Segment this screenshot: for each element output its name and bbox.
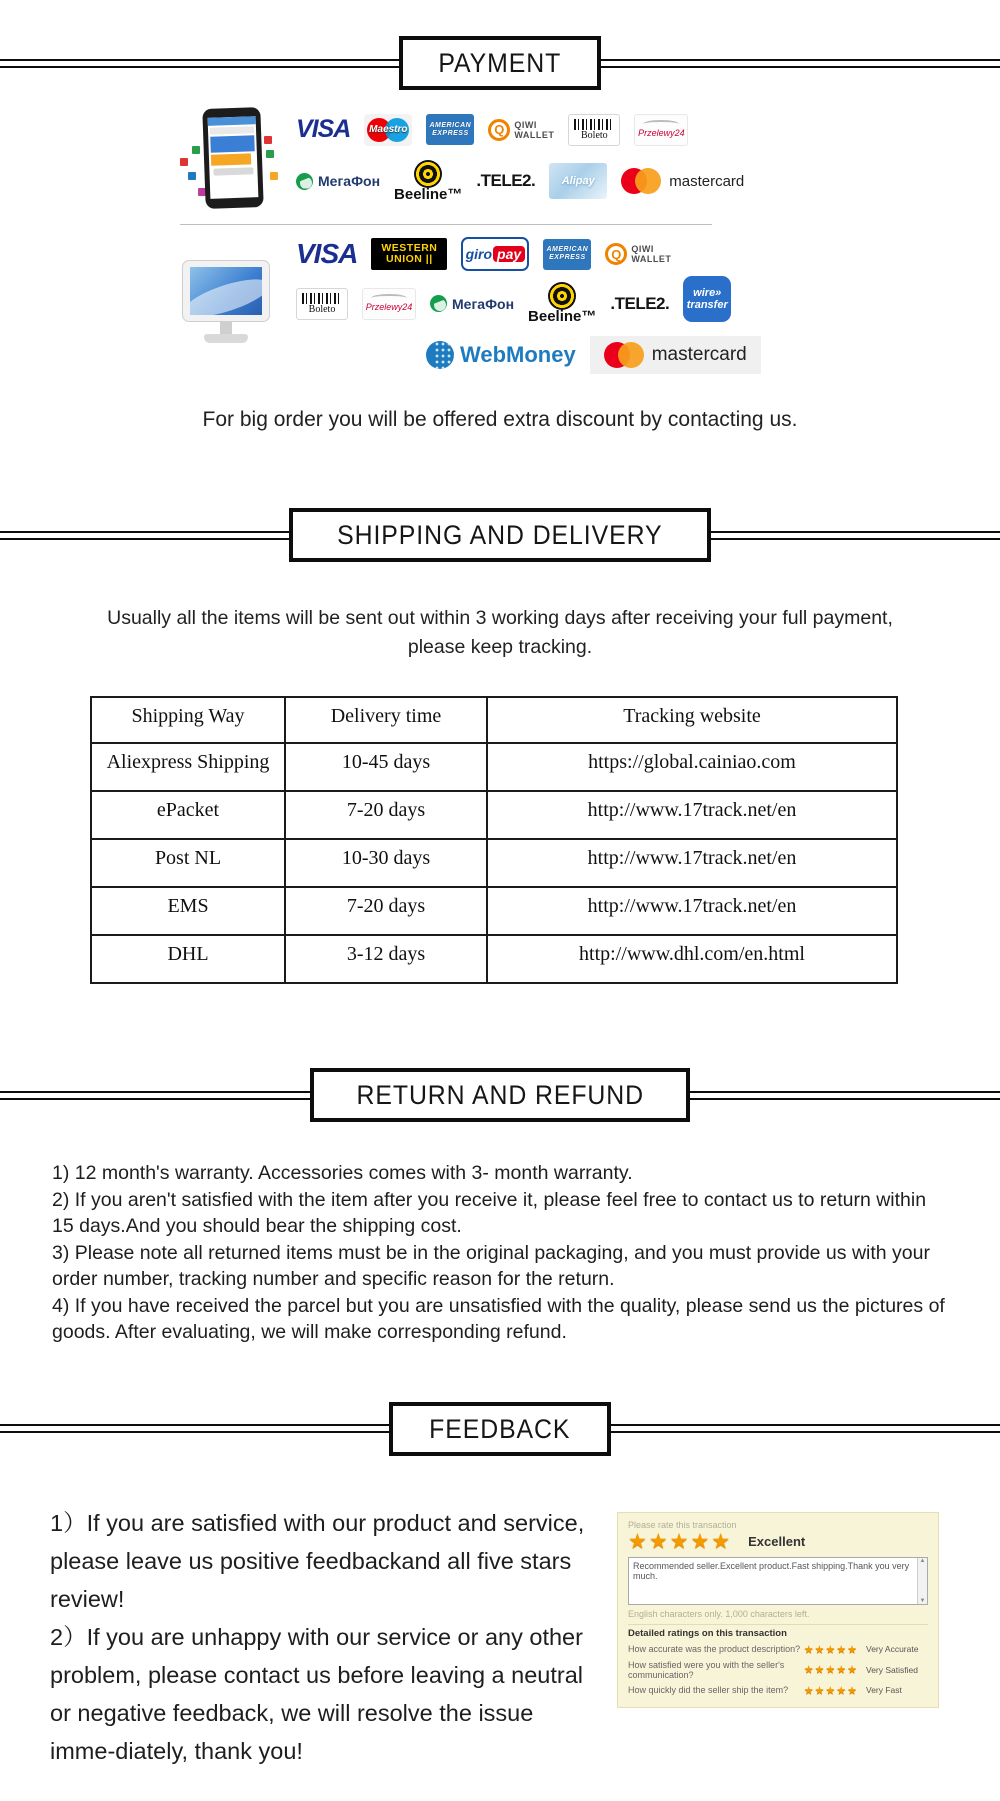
monitor-display (190, 267, 262, 315)
five-star-rating-icon: ★★★★★ (803, 1684, 858, 1697)
double-rule-right (711, 531, 1000, 540)
desktop-payment-row-1 (296, 237, 761, 271)
wire-transfer-logo (683, 276, 731, 322)
giropay-logo (461, 237, 529, 271)
giropay-giro: giro (465, 246, 493, 262)
return-item-1: 1) 12 month's warranty. Accessories comes with 3- month warranty. (52, 1162, 633, 1184)
american-express-logo (426, 114, 474, 145)
decor-square (264, 136, 272, 144)
mastercard-orange-circle (618, 342, 644, 368)
rate-transaction-label: Please rate this transaction (628, 1519, 737, 1530)
payment-title: PAYMENT (438, 48, 562, 78)
qiwi-q-icon: Q (488, 119, 510, 141)
payment-title-box (399, 36, 601, 90)
delivery-time-cell: 3-12 days (285, 935, 487, 983)
overall-rating-row (628, 1531, 928, 1553)
scroll-up-icon: ▲ (919, 1557, 926, 1564)
qiwi-line2: WALLET (631, 254, 672, 264)
payment-section-header (0, 36, 1000, 90)
return-title: RETURN AND REFUND (356, 1080, 644, 1110)
shipping-way-cell: ePacket (91, 791, 285, 839)
rating-question: How quickly did the seller ship the item? (628, 1685, 789, 1695)
decor-square (188, 172, 196, 180)
feedback-text (50, 1504, 595, 1770)
col-shipping-way: Shipping Way (91, 697, 285, 743)
megafon-logo (430, 295, 514, 312)
feedback-screenshot-panel (617, 1512, 939, 1708)
megafon-logo (296, 173, 380, 190)
przelewy-label: Przelewy24 (365, 301, 413, 312)
boleto-logo (568, 114, 620, 146)
tracking-url-cell: http://www.17track.net/en (487, 839, 897, 887)
smartphone-graphic (178, 106, 278, 210)
discount-note: For big order you will be offered extra discount by contacting us. (202, 408, 798, 431)
western-union-line2: UNION || (386, 253, 433, 265)
col-delivery-time: Delivery time (285, 697, 487, 743)
american-express-logo (543, 239, 591, 270)
double-rule-left (0, 1091, 310, 1100)
double-rule-right (690, 1091, 1000, 1100)
return-item-2: 2) If you aren't satisfied with the item after you receive it, please feel free to contact us to return within 15 days.And you should bear the shipping cost. (52, 1188, 927, 1237)
webmoney-label: WebMoney (460, 342, 576, 367)
tracking-url-cell: http://www.dhl.com/en.html (487, 935, 897, 983)
monitor-neck (220, 322, 232, 334)
delivery-time-cell: 7-20 days (285, 791, 487, 839)
return-item-3: 3) Please note all returned items must be in the original packaging, and you must provide us with your order number, tracking number and specific reason for the return. (52, 1241, 930, 1290)
giropay-pay: pay (493, 246, 525, 262)
feedback-item-1: 1）If you are satisfied with our product and service, please leave us positive feedbackand all five stars review! (50, 1509, 585, 1612)
megafon-icon (430, 295, 447, 312)
payment-group-desktop (178, 237, 1000, 374)
feedback-title: FEEDBACK (429, 1413, 571, 1444)
decor-square (266, 150, 274, 158)
alipay-label: Alipay (561, 175, 595, 187)
western-union-line1: WESTERN (381, 242, 438, 254)
double-rule-left (0, 59, 399, 68)
rating-verdict: Very Accurate (866, 1644, 919, 1654)
rating-verdict: Very Satisfied (866, 1664, 918, 1675)
rating-question: How accurate was the product description? (628, 1644, 801, 1654)
table-row (91, 791, 897, 839)
barcode-icon (302, 293, 342, 304)
decor-square (192, 146, 200, 154)
amex-line2: EXPRESS (549, 254, 586, 261)
webmoney-globe-icon (426, 341, 454, 369)
beeline-logo (528, 282, 596, 325)
feedback-title-box (389, 1402, 611, 1456)
table-row (91, 935, 897, 983)
table-row (91, 887, 897, 935)
shipping-title: SHIPPING AND DELIVERY (337, 520, 663, 550)
visa-logo: VISA (296, 115, 351, 143)
rating-word: Excellent (748, 1534, 806, 1549)
shipping-title-box (289, 508, 711, 562)
shipping-way-cell: Post NL (91, 839, 285, 887)
table-row (91, 839, 897, 887)
characters-left-label: English characters only. 1,000 characters left. (628, 1608, 810, 1619)
phone-screen-banner (210, 135, 255, 153)
mastercard-label: mastercard (651, 344, 747, 365)
boleto-label: Boleto (581, 129, 608, 141)
feedback-comment: Recommended seller.Excellent product.Fast shipping.Thank you very much. (633, 1560, 910, 1581)
beeline-logo (394, 160, 462, 203)
desktop-payment-row-3 (426, 336, 761, 374)
mastercard-circles-icon (604, 342, 644, 368)
tracking-url-cell: http://www.17track.net/en (487, 887, 897, 935)
shipping-intro: Usually all the items will be sent out within 3 working days after receiving your full payment, please keep tracking. (107, 607, 893, 658)
tele2-logo: .TELE2. (610, 293, 670, 313)
phone-screen-button (211, 153, 251, 165)
boleto-label: Boleto (308, 303, 336, 315)
mastercard-label: mastercard (669, 172, 745, 190)
payment-group-mobile (178, 106, 1000, 210)
przelewy-label: Przelewy24 (638, 127, 685, 138)
beeline-label: Beeline™ (394, 185, 463, 203)
tele2-logo: .TELE2. (476, 171, 536, 190)
phone-screen (208, 116, 259, 199)
qiwi-wallet-logo (488, 119, 554, 141)
monitor-screen (182, 260, 270, 322)
beeline-icon (414, 160, 442, 188)
scroll-down-icon: ▼ (919, 1597, 926, 1604)
return-item-4: 4) If you have received the parcel but you are unsatisfied with the quality, please send us the pictures of goods. After evaluating, we will make corresponding refund. (52, 1294, 945, 1343)
monitor-base (204, 334, 248, 343)
megafon-label: МегаФон (452, 295, 515, 312)
alipay-logo (549, 163, 607, 199)
qiwi-wallet-logo (605, 243, 671, 265)
five-star-rating-icon: ★★★★★ (628, 1529, 733, 1553)
phone-screen-row (210, 126, 254, 135)
delivery-time-cell: 10-30 days (285, 839, 487, 887)
rating-row-communication (628, 1660, 928, 1680)
rating-row-shipping-speed (628, 1684, 928, 1697)
mastercard-orange-circle (635, 168, 661, 194)
przelewy-swoosh (371, 294, 407, 302)
col-tracking-website: Tracking website (487, 697, 897, 743)
boleto-logo (296, 288, 348, 320)
rating-verdict: Very Fast (866, 1685, 902, 1695)
return-section-header (0, 1068, 1000, 1122)
przelewy24-logo (634, 114, 688, 146)
detailed-ratings-label: Detailed ratings on this transaction (628, 1624, 928, 1639)
decor-square (270, 172, 278, 180)
five-star-rating-icon: ★★★★★ (803, 1643, 858, 1656)
mastercard-circles-icon (621, 168, 661, 194)
amex-line1: AMERICAN (429, 121, 472, 129)
western-union-logo (371, 238, 447, 270)
double-rule-right (601, 59, 1000, 68)
shipping-section-header (0, 508, 1000, 562)
desktop-monitor-graphic (178, 260, 278, 352)
mastercard-logo (590, 336, 761, 374)
five-star-rating-icon: ★★★★★ (803, 1664, 858, 1676)
amex-line1: AMERICAN (546, 246, 589, 253)
rating-row-accuracy (628, 1643, 928, 1656)
double-rule-left (0, 531, 289, 540)
beeline-label: Beeline™ (528, 308, 597, 325)
decor-square (180, 158, 188, 166)
phone-screen-footer (213, 167, 253, 175)
phone-screen-bar (208, 116, 256, 126)
feedback-content (0, 1504, 1000, 1770)
delivery-time-cell: 7-20 days (285, 887, 487, 935)
desktop-payment-row-2 (296, 282, 761, 325)
qiwi-line1: QIWI (631, 244, 654, 254)
qiwi-q-icon: Q (605, 243, 627, 265)
wire-line2: transfer (686, 298, 728, 311)
phone-body (202, 107, 263, 209)
feedback-comment-box (628, 1557, 928, 1605)
megafon-label: МегаФон (318, 173, 381, 189)
barcode-icon (574, 119, 614, 130)
delivery-time-cell: 10-45 days (285, 743, 487, 791)
feedback-item-2: 2）If you are unhappy with our service or any other problem, please contact us before leaving a neutral or negative feedback, we will resolve the issue imme-diately, thank you! (50, 1623, 583, 1764)
maestro-logo (364, 114, 412, 146)
mobile-payment-row-2 (296, 160, 744, 203)
tracking-url-cell: https://global.cainiao.com (487, 743, 897, 791)
przelewy24-logo (362, 288, 416, 320)
maestro-label: Maestro (369, 123, 408, 135)
payment-divider (180, 224, 712, 225)
shipping-table (90, 696, 898, 984)
mobile-payment-row-1 (296, 114, 744, 146)
tracking-url-cell: http://www.17track.net/en (487, 791, 897, 839)
qiwi-line2: WALLET (514, 129, 555, 140)
qiwi-line1: QIWI (514, 119, 537, 130)
amex-line2: EXPRESS (432, 129, 469, 137)
table-row (91, 743, 897, 791)
mastercard-logo (621, 168, 744, 194)
return-title-box (310, 1068, 691, 1122)
double-rule-left (0, 1424, 389, 1433)
feedback-section-header (0, 1402, 1000, 1456)
shipping-way-cell: DHL (91, 935, 285, 983)
shipping-table-header-row (91, 697, 897, 743)
scrollbar (917, 1558, 927, 1604)
visa-logo: VISA (296, 238, 358, 269)
megafon-icon (296, 173, 313, 190)
przelewy-swoosh (643, 120, 679, 128)
beeline-icon (548, 282, 576, 310)
shipping-way-cell: Aliexpress Shipping (91, 743, 285, 791)
shipping-way-cell: EMS (91, 887, 285, 935)
rating-question: How satisfied were you with the seller's communication? (628, 1659, 785, 1680)
wire-line1: wire» (693, 286, 722, 299)
return-policy-text (52, 1160, 952, 1346)
double-rule-right (611, 1424, 1000, 1433)
webmoney-logo (426, 341, 576, 369)
